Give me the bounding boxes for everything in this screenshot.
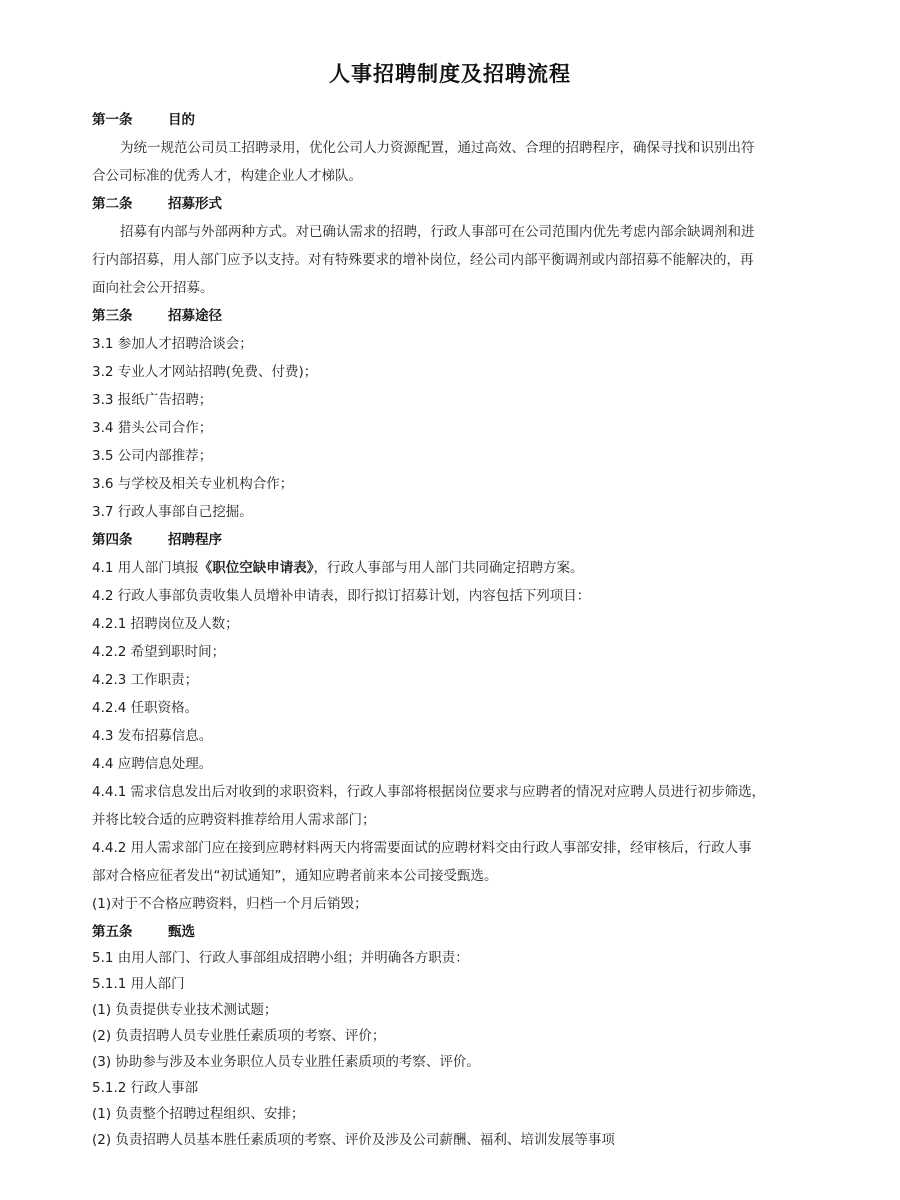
- list-item: (1) 负责整个招聘过程组织、安排；: [92, 1106, 305, 1122]
- article-heading: 甄选: [168, 924, 195, 940]
- list-item: [92, 554, 832, 582]
- list-item: 5.1.1 用人部门: [92, 976, 185, 992]
- paragraph-line: 为统一规范公司员工招聘录用，优化公司人力资源配置，通过高效、合理的招聘程序，确保寻找和识别出符: [120, 140, 755, 156]
- article-number: 第一条: [92, 112, 133, 128]
- paragraph-line: 招募有内部与外部两种方式。对已确认需求的招聘，行政人事部可在公司范围内优先考虑内部余缺调剂和进: [120, 224, 755, 240]
- item-prefix: 4.1 用人部门填报: [92, 560, 199, 576]
- form-name-emphasis: 《职位空缺申请表》: [198, 560, 314, 576]
- list-item: 4.4.2 用人需求部门应在接到应聘材料两天内将需要面试的应聘材料交由行政人事部安排，经审核后，行政人事: [92, 840, 752, 856]
- list-item: 3.7 行政人事部自己挖掘。: [92, 504, 253, 520]
- list-item: 4.2.4 任职资格。: [92, 700, 199, 716]
- list-item: 3.3 报纸广告招聘；: [92, 392, 213, 408]
- section-heading-4: [92, 526, 832, 554]
- paragraph-line: 面向社会公开招募。: [92, 280, 214, 296]
- document-title: 人事招聘制度及招聘流程: [329, 61, 571, 86]
- list-item: 3.5 公司内部推荐；: [92, 448, 213, 464]
- article-number: 第五条: [92, 924, 133, 940]
- list-item: 并将比较合适的应聘资料推荐给用人需求部门；: [92, 812, 376, 828]
- list-item: 部对合格应征者发出“初试通知”，通知应聘者前来本公司接受甄选。: [92, 868, 498, 884]
- list-item: 4.2.3 工作职责；: [92, 672, 199, 688]
- paragraph-line: 合公司标准的优秀人才，构建企业人才梯队。: [92, 168, 362, 184]
- list-item: (2) 负责招聘人员专业胜任素质项的考察、评价；: [92, 1028, 386, 1044]
- section-heading-3: [92, 302, 832, 330]
- article-number: 第二条: [92, 196, 133, 212]
- article-number: 第三条: [92, 308, 133, 324]
- section-heading-5: [92, 918, 832, 946]
- list-item: 3.1 参加人才招聘洽谈会；: [92, 336, 253, 352]
- list-item: 3.4 猎头公司合作；: [92, 420, 213, 436]
- section-heading-1: [92, 106, 832, 134]
- section-heading-2: [92, 190, 832, 218]
- list-item: 4.4.1 需求信息发出后对收到的求职资料，行政人事部将根据岗位要求与应聘者的情况对应聘人员进行初步筛选，: [92, 784, 766, 800]
- article-number: 第四条: [92, 532, 133, 548]
- list-item: 5.1.2 行政人事部: [92, 1080, 199, 1096]
- item-suffix: ，行政人事部与用人部门共同确定招聘方案。: [313, 560, 584, 576]
- article-heading: 招募形式: [168, 196, 222, 212]
- list-item: (1) 负责提供专业技术测试题；: [92, 1002, 278, 1018]
- list-item: (1)对于不合格应聘资料，归档一个月后销毁；: [92, 896, 368, 912]
- article-heading: 招募途径: [168, 308, 222, 324]
- list-item: 3.6 与学校及相关专业机构合作；: [92, 476, 294, 492]
- list-item: 3.2 专业人才网站招聘(免费、付费)；: [92, 364, 318, 380]
- list-item: (3) 协助参与涉及本业务职位人员专业胜任素质项的考察、评价。: [92, 1054, 480, 1070]
- list-item: 4.2.1 招聘岗位及人数；: [92, 616, 239, 632]
- list-item: 5.1 由用人部门、行政人事部组成招聘小组；并明确各方职责：: [92, 950, 469, 966]
- list-item: (2) 负责招聘人员基本胜任素质项的考察、评价及涉及公司薪酬、福利、培训发展等事项: [92, 1132, 615, 1148]
- list-item: 4.2 行政人事部负责收集人员增补申请表，即行拟订招募计划，内容包括下列项目：: [92, 588, 591, 604]
- article-heading: 目的: [168, 112, 195, 128]
- list-item: 4.3 发布招募信息。: [92, 728, 213, 744]
- article-heading: 招聘程序: [168, 532, 222, 548]
- list-item: 4.2.2 希望到职时间；: [92, 644, 226, 660]
- list-item: 4.4 应聘信息处理。: [92, 756, 213, 772]
- paragraph-line: 行内部招募，用人部门应予以支持。对有特殊要求的增补岗位，经公司内部平衡调剂或内部招募不能解决的，再: [92, 252, 754, 268]
